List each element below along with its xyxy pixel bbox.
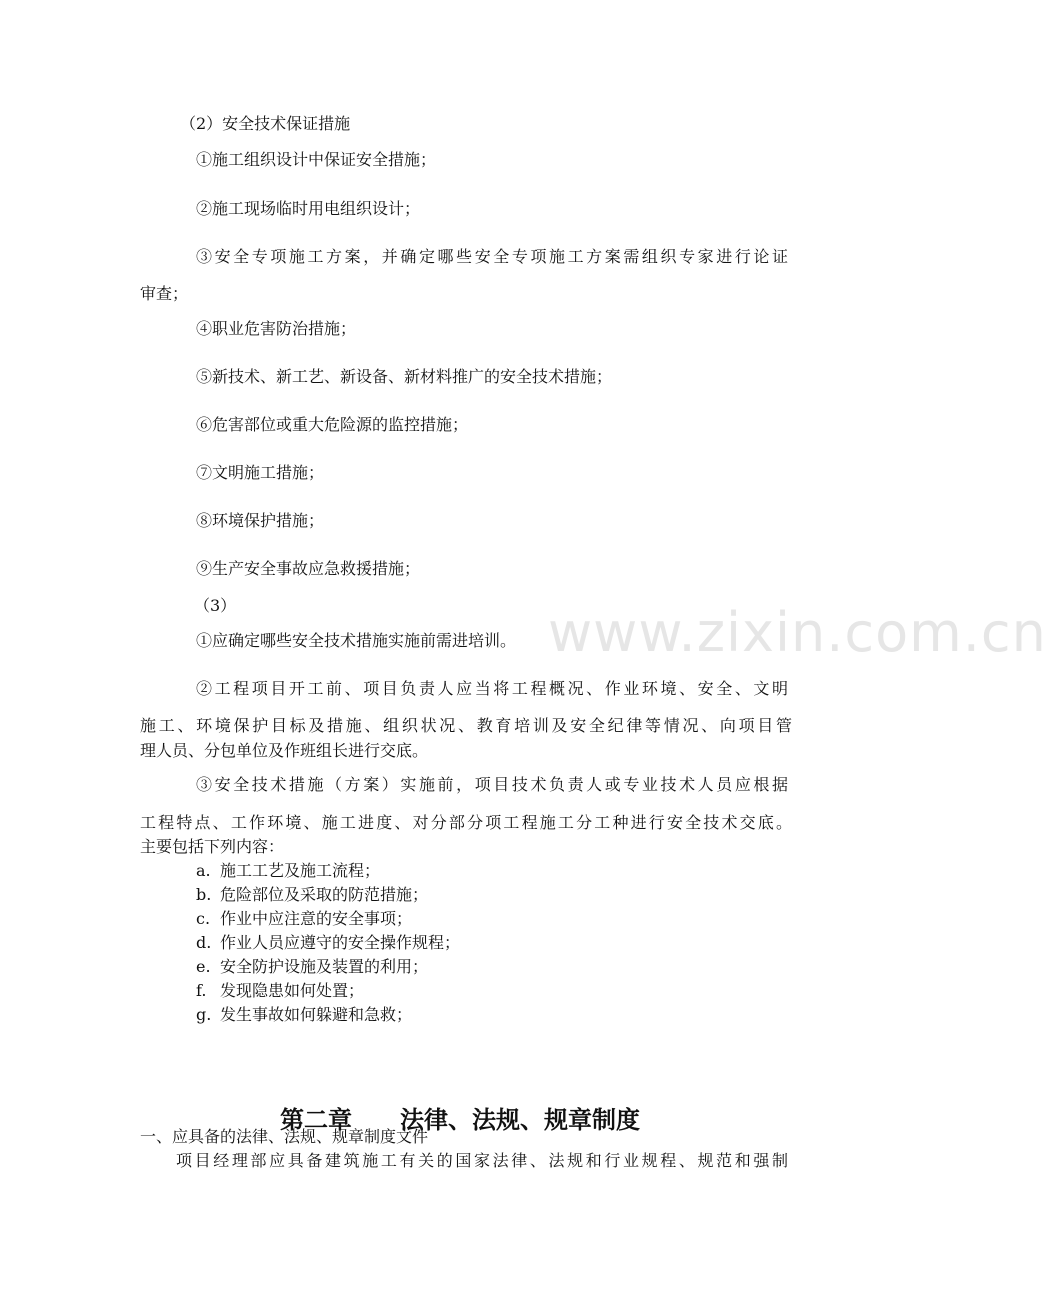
list-item-continuation: 审查； <box>140 284 189 303</box>
list-letter: a. <box>196 861 211 880</box>
paragraph-line: 施工、环境保护目标及措施、组织状况、教育培训及安全纪律等情况、向项目管 <box>140 716 792 735</box>
list-item: ②施工现场临时用电组织设计； <box>196 199 421 218</box>
list-item: ③安全专项施工方案，并确定哪些安全专项施工方案需组织专家进行论证 <box>196 247 788 266</box>
list-text: 作业中应注意的安全事项； <box>220 909 413 928</box>
list-letter: g. <box>196 1005 212 1024</box>
list-text: 施工工艺及施工流程； <box>220 861 381 880</box>
list-item: ⑥危害部位或重大危险源的监控措施； <box>196 415 469 434</box>
paragraph: ①应确定哪些安全技术措施实施前需进培训。 <box>196 631 517 650</box>
list-item <box>196 860 380 882</box>
paragraph-line: 理人员、分包单位及作班组长进行交底。 <box>140 741 429 760</box>
list-item: ⑨生产安全事故应急救援措施； <box>196 559 421 578</box>
section-heading: 一、应具备的法律、法规、规章制度文件 <box>140 1127 429 1146</box>
list-text: 安全防护设施及装置的利用； <box>220 957 429 976</box>
paragraph-line: 主要包括下列内容： <box>140 837 285 856</box>
paragraph-line: ②工程项目开工前、项目负责人应当将工程概况、作业环境、安全、文明 <box>196 679 788 698</box>
list-letter: d. <box>196 933 212 952</box>
list-item: ⑧环境保护措施； <box>196 511 325 530</box>
section-heading-2: （2）安全技术保证措施 <box>180 114 351 133</box>
list-item: ⑤新技术、新工艺、新设备、新材料推广的安全技术措施； <box>196 367 613 386</box>
list-item: ①施工组织设计中保证安全措施； <box>196 150 437 169</box>
list-text: 发现隐患如何处置； <box>220 981 365 1000</box>
list-text: 危险部位及采取的防范措施； <box>220 885 429 904</box>
list-item <box>196 1004 412 1026</box>
list-letter: e. <box>196 957 211 976</box>
paragraph-line: ③安全技术措施（方案）实施前，项目技术负责人或专业技术人员应根据 <box>196 775 788 794</box>
list-letter: c. <box>196 909 211 928</box>
list-letter: f. <box>196 981 207 1000</box>
list-letter: b. <box>196 885 212 904</box>
list-item <box>196 980 364 1002</box>
watermark: www.zixin.com.cn <box>548 601 1047 664</box>
chapter-number: 第二章 <box>280 1104 352 1134</box>
list-text: 作业人员应遵守的安全操作规程； <box>220 933 461 952</box>
list-item <box>196 884 428 906</box>
list-item <box>196 956 428 978</box>
list-item <box>196 932 460 954</box>
chapter-name: 法律、法规、规章制度 <box>400 1104 640 1134</box>
chapter-title <box>0 1102 920 1138</box>
list-item: ⑦文明施工措施； <box>196 463 325 482</box>
paragraph-line: 项目经理部应具备建筑施工有关的国家法律、法规和行业规程、规范和强制 <box>176 1151 788 1170</box>
section-heading-3: （3） <box>194 596 237 615</box>
list-item <box>196 908 412 930</box>
list-item: ④职业危害防治措施； <box>196 319 357 338</box>
list-text: 发生事故如何躲避和急救； <box>220 1005 413 1024</box>
paragraph-line: 工程特点、工作环境、施工进度、对分部分项工程施工分工种进行安全技术交底。 <box>140 813 792 832</box>
